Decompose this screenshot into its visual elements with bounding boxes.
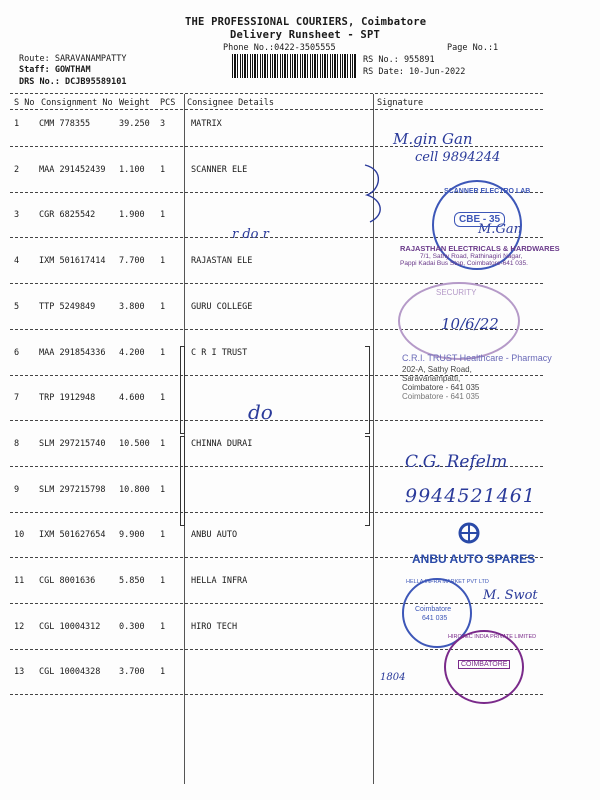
- row-divider: [10, 420, 543, 421]
- row-weight: 1.100: [119, 165, 145, 175]
- handwritten-mark-row13: 1804: [380, 672, 406, 683]
- row-weight: 3.700: [119, 667, 145, 677]
- handwritten-ditto-row7: do: [248, 400, 273, 424]
- row-consignment: IXM 501627654: [39, 530, 106, 540]
- row-sno: 4: [14, 256, 20, 266]
- barcode: [232, 54, 357, 78]
- signature-scribble: [355, 160, 405, 230]
- rajasthan-stamp-line1: 7/1, Sathy Road, Rathinagiri Nagar,: [420, 253, 523, 260]
- row-weight: 4.600: [119, 393, 145, 403]
- group-bracket-left: [180, 346, 185, 434]
- row-consignee: RAJASTAN ELE: [191, 256, 253, 266]
- row-pcs: 1: [160, 667, 166, 677]
- row-consignee: HIRO TECH: [191, 622, 238, 632]
- cri-stamp-line3: Coimbatore - 641 035: [402, 383, 480, 392]
- handwritten-phone-row9: 9944521461: [405, 485, 536, 507]
- row-consignment: TTP 5249849: [39, 302, 96, 312]
- row-pcs: 1: [160, 256, 166, 266]
- hirotec-stamp-center: COIMBATORE: [458, 660, 510, 669]
- row-pcs: 1: [160, 622, 166, 632]
- header-divider-top: [10, 93, 543, 94]
- col-weight: Weight: [119, 98, 150, 108]
- security-stamp-text: SECURITY: [436, 288, 477, 297]
- row-consignment: CGL 10004312: [39, 622, 101, 632]
- cri-trust-stamp: [402, 353, 552, 401]
- row-pcs: 1: [160, 439, 166, 449]
- row-weight: 7.700: [119, 256, 145, 266]
- col-consignment: Consignment No: [41, 98, 113, 108]
- row-consignee: GURU COLLEGE: [191, 302, 253, 312]
- row-consignment: CGR 6825542: [39, 210, 96, 220]
- row-pcs: 1: [160, 210, 166, 220]
- company-title: THE PROFESSIONAL COURIERS, Coimbatore: [185, 16, 427, 28]
- row-consignment: MAA 291854336: [39, 348, 106, 358]
- row-weight: 5.850: [119, 576, 145, 586]
- col-pcs: PCS: [160, 98, 176, 108]
- row-consignee: SCANNER ELE: [191, 165, 248, 175]
- col-signature: Signature: [377, 98, 424, 108]
- route: Route: SARAVANAMPATTY: [19, 54, 127, 64]
- row-weight: 1.900: [119, 210, 145, 220]
- anbu-stamp-text: ANBU AUTO SPARES: [412, 552, 536, 566]
- group-bracket-right: [365, 346, 370, 434]
- rs-number: RS No.: 955891: [363, 55, 435, 65]
- row-pcs: 1: [160, 485, 166, 495]
- cri-stamp-line2: Saravanampatti,: [402, 374, 461, 383]
- row-sno: 5: [14, 302, 20, 312]
- row-consignment: MAA 291452439: [39, 165, 106, 175]
- row-weight: 10.500: [119, 439, 150, 449]
- row-weight: 10.800: [119, 485, 150, 495]
- group-bracket-right-2: [365, 436, 370, 526]
- row-consignee: MATRIX: [191, 119, 222, 129]
- row-sno: 3: [14, 210, 20, 220]
- anbu-logo-icon: [456, 520, 482, 546]
- handwritten-signature-row8: C.G. Refelm: [405, 452, 508, 472]
- cri-stamp-line1: 202-A, Sathy Road,: [402, 365, 472, 374]
- row-consignment: CGL 8001636: [39, 576, 96, 586]
- handwritten-date-row5: 10/6/22: [441, 315, 499, 333]
- col-sno: S No: [14, 98, 35, 108]
- row-weight: 3.800: [119, 302, 145, 312]
- cri-stamp-line4: Coimbatore - 641 035: [402, 392, 480, 401]
- row-pcs: 1: [160, 576, 166, 586]
- scanner-stamp-ring: SCANNER ELECTRO LAB: [444, 188, 531, 195]
- handwritten-signature-row3: M.Gan: [478, 222, 522, 237]
- row-sno: 1: [14, 119, 20, 129]
- row-pcs: 1: [160, 165, 166, 175]
- row-sno: 10: [14, 530, 25, 540]
- row-weight: 9.900: [119, 530, 145, 540]
- row-consignment: CGL 10004328: [39, 667, 101, 677]
- row-pcs: 1: [160, 302, 166, 312]
- cri-stamp-name: C.R.I. TRUST Healthcare - Pharmacy: [402, 353, 552, 363]
- row-sno: 2: [14, 165, 20, 175]
- row-consignment: SLM 297215798: [39, 485, 106, 495]
- rajasthan-stamp-name: RAJASTHAN ELECTRICALS & HARDWARES: [400, 244, 560, 253]
- row-consignment: TRP 1912948: [39, 393, 96, 403]
- phone-number: Phone No.:0422-3505555: [223, 43, 336, 53]
- row-pcs: 1: [160, 348, 166, 358]
- handwritten-signature-row1: M.gin Gan: [393, 130, 473, 148]
- hella-stamp-ring: HELLA INFRA MARKET PVT LTD: [406, 579, 489, 585]
- drs-number: DRS No.: DCJB95589101: [19, 77, 127, 87]
- hirotec-stamp-ring: HIROTEC INDIA PRIVATE LIMITED: [448, 634, 537, 640]
- page-number: Page No.:1: [447, 43, 499, 53]
- sheet-title: Delivery Runsheet - SPT: [230, 29, 380, 41]
- row-pcs: 1: [160, 393, 166, 403]
- handwritten-signature-row11: M. Swot: [483, 588, 538, 603]
- row-pcs: 3: [160, 119, 166, 129]
- row-consignment: SLM 297215740: [39, 439, 106, 449]
- hella-stamp-center2: 641 035: [422, 615, 448, 622]
- scanner-stamp-center: CBE - 35: [454, 212, 505, 227]
- header-divider-bottom: [10, 109, 543, 110]
- group-bracket-left-2: [180, 436, 185, 526]
- row-sno: 11: [14, 576, 25, 586]
- row-sno: 6: [14, 348, 20, 358]
- row-consignment: IXM 501617414: [39, 256, 106, 266]
- security-stamp: [398, 282, 520, 360]
- hirotec-stamp: [444, 630, 537, 704]
- row-consignment: CMM 778355: [39, 119, 91, 129]
- row-pcs: 1: [160, 530, 166, 540]
- row-consignee: HELLA INFRA: [191, 576, 248, 586]
- row-consignee: CHINNA DURAI: [191, 439, 253, 449]
- handwritten-mark-row3: r do r: [232, 227, 269, 242]
- staff: Staff: GOWTHAM: [19, 65, 91, 75]
- row-weight: 4.200: [119, 348, 145, 358]
- row-sno: 13: [14, 667, 25, 677]
- row-sno: 12: [14, 622, 25, 632]
- row-weight: 0.300: [119, 622, 145, 632]
- col-consignee: Consignee Details: [187, 98, 274, 108]
- rajasthan-stamp-line2: Pappi Kadai Bus Stop, Coimbatore-641 035.: [400, 260, 528, 267]
- row-consignee: C R I TRUST: [191, 348, 248, 358]
- handwritten-phone-row1: cell 9894244: [415, 150, 501, 165]
- row-sno: 9: [14, 485, 20, 495]
- rs-date: RS Date: 10-Jun-2022: [363, 67, 466, 77]
- row-consignee: ANBU AUTO: [191, 530, 238, 540]
- row-divider: [10, 512, 543, 513]
- row-sno: 8: [14, 439, 20, 449]
- rajasthan-stamp: [400, 244, 560, 267]
- row-weight: 39.250: [119, 119, 150, 129]
- hella-stamp-center1: Coimbatore: [415, 606, 452, 613]
- row-sno: 7: [14, 393, 20, 403]
